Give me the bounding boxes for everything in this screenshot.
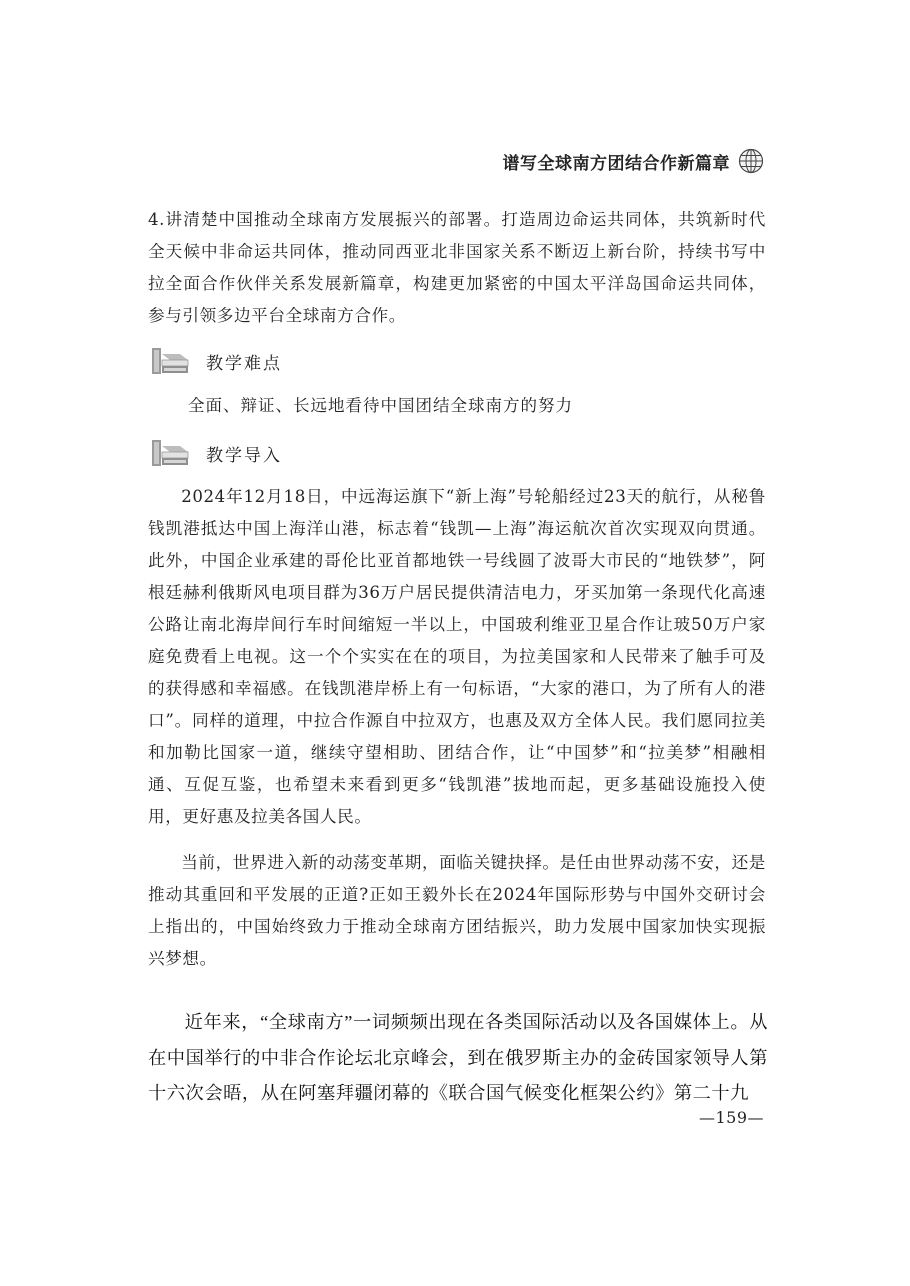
point-4-paragraph: 4.讲清楚中国推动全球南方发展振兴的部署。打造周边命运共同体，共筑新时代全天候中非命运共同体，推动同西亚北非国家关系不断迈上新台阶，持续书写中拉全面合作伙伴关系发展新篇章，构建更加紧密的中国太平洋岛国命运共同体，参与引领多边平台全球南方合作。 — [148, 210, 766, 325]
difficulty-text: 全面、辩证、长远地看待中国团结全球南方的努力 — [188, 396, 573, 415]
section-difficulty-heading — [150, 344, 282, 378]
books-icon — [150, 436, 192, 470]
section-intro-heading — [150, 436, 282, 470]
running-header — [503, 148, 765, 174]
intro-paragraph-1: 2024年12月18日，中远海运旗下“新上海”号轮船经过23天的航行，从秘鲁钱凯港抵达中国上海洋山港，标志着“钱凯—上海”海运航次首次实现双向贯通。此外，中国企业承建的哥伦比亚首都地铁一号线圆了波哥大市民的“地铁梦”，阿根廷赫利俄斯风电项目群为36万户居民提供清洁电力，牙买加第一条现代化高速公路让南北海岸间行车时间缩短一半以上，中国玻利维亚卫星合作让玻50万户家庭免费看上电视。这一个个实实在在的项目，为拉美国家和人民带来了触手可及的获得感和幸福感。在钱凯港岸桥上有一句标语，“大家的港口，为了所有人的港口”。同样的道理，中拉合作源自中拉双方，也惠及双方全体人民。我们愿同拉美和加勒比国家一道，继续守望相助、团结合作，让“中国梦”和“拉美梦”相融相通、互促互鉴，也希望未来看到更多“钱凯港”拔地而起，更多基础设施投入使用，更好惠及拉美各国人民。 — [148, 487, 766, 826]
books-icon — [150, 344, 192, 378]
body-paragraph: 近年来，“全球南方”一词频频出现在各类国际活动以及各国媒体上。从在中国举行的中非合作论坛北京峰会，到在俄罗斯主办的金砖国家领导人第十六次会晤，从在阿塞拜疆闭幕的《联合国气候变化框架公约》第二十九 — [148, 1012, 768, 1103]
section-difficulty-title: 教学难点 — [206, 353, 282, 374]
header-title: 谱写全球南方团结合作新篇章 — [502, 153, 730, 174]
globe-icon — [738, 148, 764, 174]
section-intro-title: 教学导入 — [206, 445, 282, 466]
page-number: —159— — [698, 1108, 764, 1127]
intro-paragraph-2: 当前，世界进入新的动荡变革期，面临关键抉择。是任由世界动荡不安，还是推动其重回和平发展的正道?正如王毅外长在2024年国际形势与中国外交研讨会上指出的，中国始终致力于推动全球南方团结振兴，助力发展中国家加快实现振兴梦想。 — [148, 853, 766, 968]
